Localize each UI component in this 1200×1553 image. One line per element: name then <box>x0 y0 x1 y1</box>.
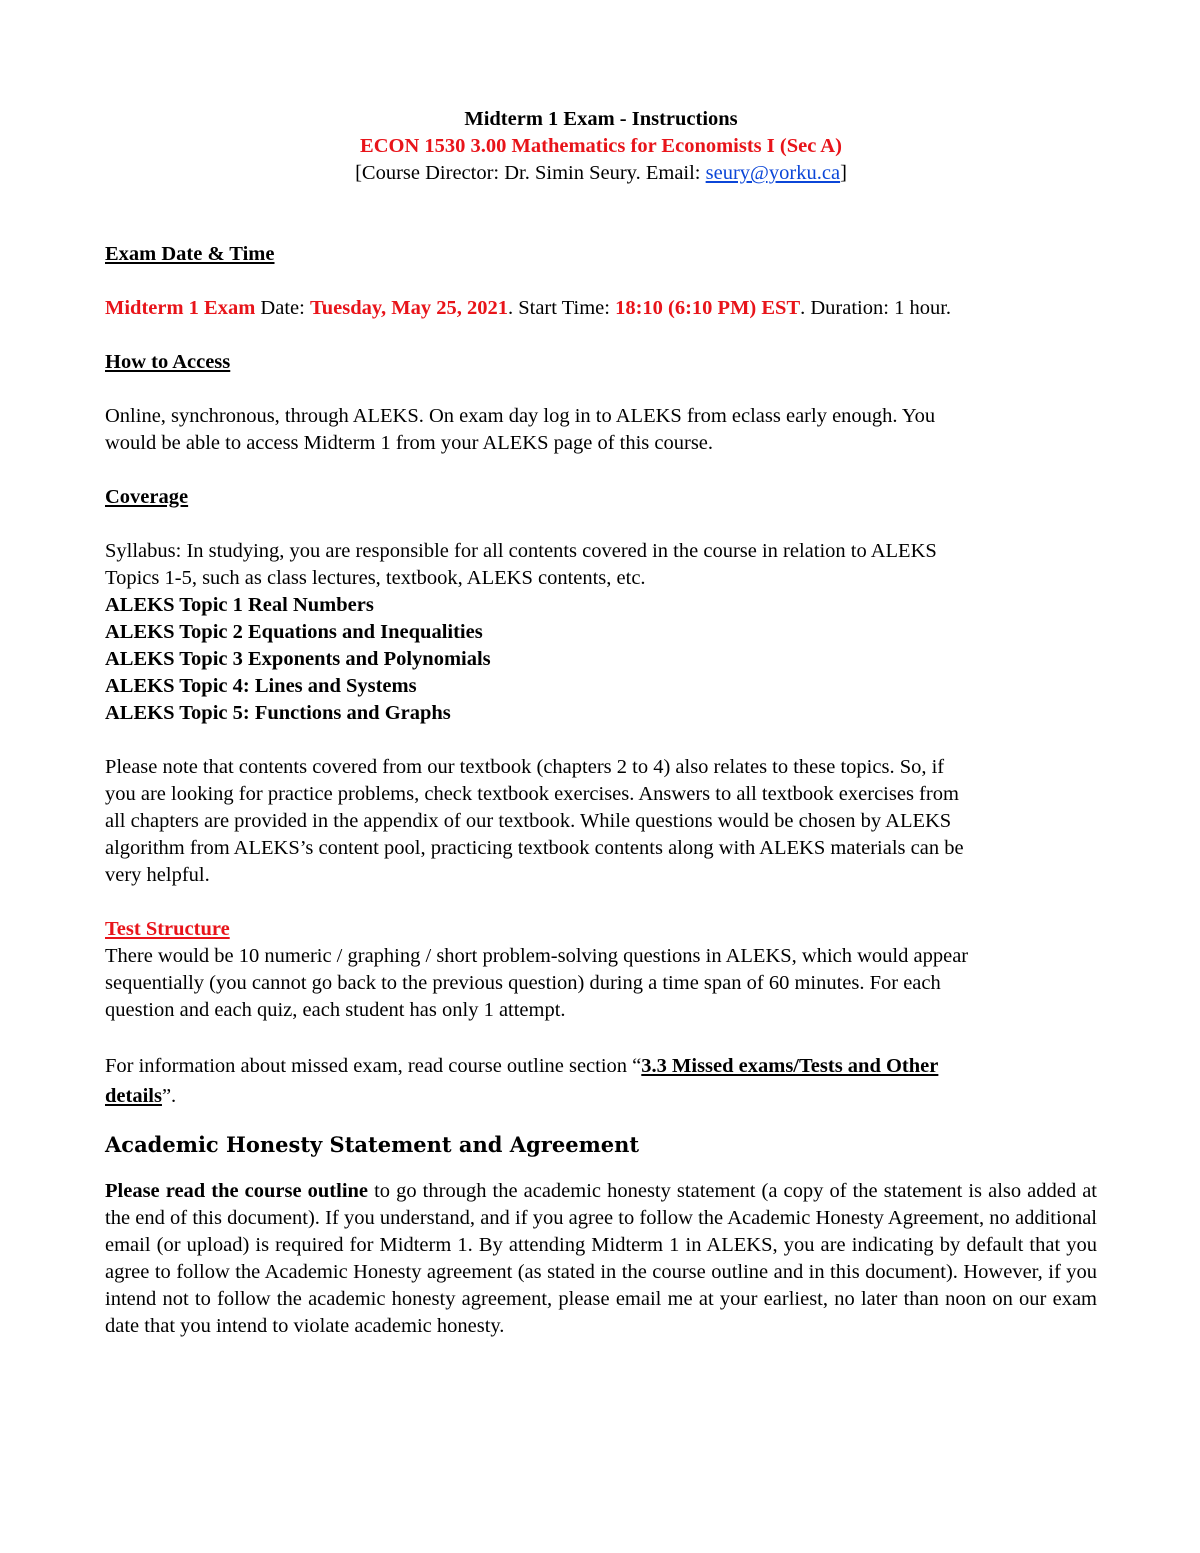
email-link[interactable]: seury@yorku.ca <box>705 162 841 184</box>
director-suffix: ] <box>840 162 847 184</box>
coverage-line-2: Topics 1-5, such as class lectures, textbook, ALEKS contents, etc. <box>105 567 646 589</box>
note-line: Please note that contents covered from our textbook (chapters 2 to 4) also relates to these topics. So, if <box>105 756 945 778</box>
structure-line: There would be 10 numeric / graphing / short problem-solving questions in ALEKS, which would appear <box>105 945 969 967</box>
access-line-2: would be able to access Midterm 1 from your ALEKS page of this course. <box>105 432 714 454</box>
document-page <box>105 106 1097 1340</box>
topic-item: ALEKS Topic 5: Functions and Graphs <box>105 702 451 724</box>
exam-date: Tuesday, May 25, 2021 <box>309 297 508 319</box>
topic-item: ALEKS Topic 4: Lines and Systems <box>105 675 417 697</box>
note-line: you are looking for practice problems, check textbook exercises. Answers to all textbook exercises from <box>105 783 959 805</box>
coverage-line-1: Syllabus: In studying, you are responsible for all contents covered in the course in relation to ALEKS <box>105 540 937 562</box>
exam-date-line <box>105 295 1097 322</box>
missed-exam-line-2 <box>105 1081 1097 1111</box>
exam-date-heading: Exam Date & Time <box>105 243 275 265</box>
structure-line: question and each quiz, each student has only 1 attempt. <box>105 999 566 1021</box>
coverage-heading: Coverage <box>105 486 189 508</box>
note-line: all chapters are provided in the appendix of our textbook. While questions would be chosen by ALEKS <box>105 810 952 832</box>
topic-item: ALEKS Topic 1 Real Numbers <box>105 594 374 616</box>
document-title: Midterm 1 Exam - Instructions <box>464 108 738 130</box>
note-line: algorithm from ALEKS’s content pool, practicing textbook contents along with ALEKS materials can be <box>105 837 964 859</box>
missed-prefix: For information about missed exam, read course outline section “ <box>105 1055 642 1077</box>
start-label: . Start Time: <box>507 297 616 319</box>
academic-honesty-heading: Academic Honesty Statement and Agreement <box>105 1132 640 1157</box>
course-title: ECON 1530 3.00 Mathematics for Economists I (Sec A) <box>360 135 842 157</box>
honesty-lead: Please read the course outline <box>105 1180 369 1202</box>
structure-line: sequentially (you cannot go back to the previous question) during a time span of 60 minutes. For each <box>105 972 941 994</box>
missed-suffix: ”. <box>161 1085 177 1107</box>
access-line-1: Online, synchronous, through ALEKS. On exam day log in to ALEKS from eclass early enough. You <box>105 405 936 427</box>
course-director-line <box>105 160 1097 187</box>
exam-label: Midterm 1 Exam <box>105 297 256 319</box>
start-time: 18:10 (6:10 PM) EST <box>615 297 801 319</box>
date-label: Date: <box>255 297 310 319</box>
topic-item: ALEKS Topic 3 Exponents and Polynomials <box>105 648 491 670</box>
honesty-text: to go through the academic honesty statement (a copy of the statement is also added at the end of this document). If you understand, and if you agree to follow the Academic Honesty Agreement, no additional email (or upload) is required for Midterm 1. By attending Midterm 1 in ALEKS, you are indicating by default that you agree to follow the Academic Honesty agreement (as stated in the course outline and in this document). However, if you intend not to follow the academic honesty agreement, please email me at your earliest, no later than noon on our exam date that you intend to violate academic honesty. <box>105 1180 1097 1337</box>
missed-exams-section-ref: 3.3 Missed exams/Tests and Other <box>641 1055 939 1077</box>
test-structure-heading: Test Structure <box>105 918 230 940</box>
access-heading: How to Access <box>105 351 231 373</box>
note-line: very helpful. <box>105 864 210 886</box>
missed-exams-section-ref-2: details <box>105 1085 162 1107</box>
missed-exam-line <box>105 1051 1097 1081</box>
topic-item: ALEKS Topic 2 Equations and Inequalities <box>105 621 483 643</box>
director-prefix: [Course Director: Dr. Simin Seury. Email: <box>355 162 706 184</box>
academic-honesty-paragraph <box>105 1178 1097 1340</box>
duration: . Duration: 1 hour. <box>800 297 952 319</box>
